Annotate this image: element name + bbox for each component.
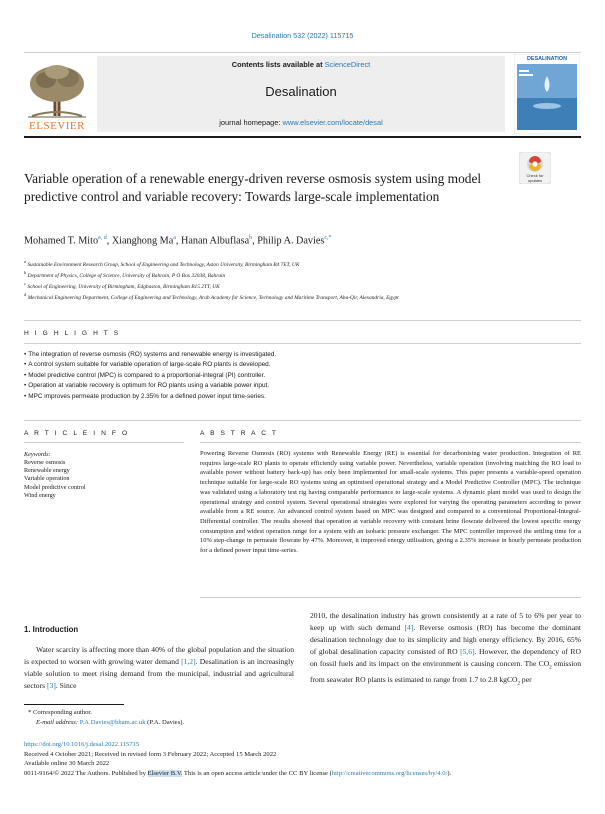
highlights-list [24,350,581,402]
license-text: This is an open access article under the CC BY license ( [182,770,332,778]
section-divider [24,420,581,421]
section-heading-introduction: 1. Introduction [24,625,79,634]
section-divider [24,343,581,344]
doi-link[interactable]: https://doi.org/10.1016/j.desal.2022.115715 [24,741,140,748]
affiliation-item [24,280,580,291]
contents-prefix: Contents lists available at [231,60,325,69]
highlight-item: • The integration of reverse osmosis (RO) systems and renewable energy is investigated. [24,350,581,360]
cover-title: DESALINATION [526,56,568,62]
affiliation-text: Sustainable Environment Research Group, School of Engineering and Technology, Aston University, Birmingham B4 7ET, UK [27,261,300,268]
affiliation-item [24,269,580,280]
affiliation-list [24,258,580,302]
highlight-item: • MPC improves permeate production by 2.35% for a defined power input time-series. [24,392,581,402]
text-run: 2010, the desalination industry has grown consistently at a rate of 5 to 6% per year to keep up with such demand [310,611,581,632]
reference-link[interactable]: [3] [47,680,56,690]
text-run: emission from seawater RO plants is estimated to range from 1.7 to 2.8 kgCO [310,658,582,685]
reference-link[interactable]: [5,6] [460,646,475,656]
keyword-item[interactable]: Model predictive control [24,483,86,491]
email-line [28,718,328,728]
section-divider [24,320,581,321]
text-run: Water scarcity is affecting more than 40% of the global population and the situation is expected to worsen with growing water demand [24,645,294,666]
available-online-date: Available online 30 March 2022 [24,760,110,768]
highlight-item: • Operation at variable recovery is optimum for RO plants using a variable power input. [24,381,581,391]
affiliation-text: Department of Physics, College of Science, University of Bahrain, P O Box 32038, Bahrain [27,272,226,279]
author-name[interactable]: Hanan Albuflasa [180,235,250,247]
keyword-item[interactable]: Renewable energy [24,467,70,475]
affiliation-item [24,291,580,302]
homepage-link[interactable]: www.elsevier.com/locate/desal [282,118,383,127]
section-divider [200,597,581,598]
crossmark-label: Check for updates [526,173,544,183]
keyword-item[interactable]: Wind energy [24,491,56,499]
highlights-heading: H I G H L I G H T S [24,330,121,337]
journal-cover-thumbnail[interactable] [514,54,580,134]
footnote-rule [24,704,124,705]
corresponding-author-note: * Corresponding author. [28,709,92,716]
author-list [24,235,564,246]
email-label: E-mail address: [36,719,80,726]
affiliation-key: d [24,292,27,297]
publisher-highlight: Elsevier B.V. [147,770,183,778]
body-text-left-column [24,644,294,692]
email-suffix: (P.A. Davies). [145,719,185,726]
affiliation-item [24,258,580,269]
author-affiliation-mark[interactable]: c,* [324,235,332,241]
elsevier-logo[interactable] [24,56,90,134]
text-run: per [520,675,532,685]
abstract-heading: A B S T R A C T [200,430,279,437]
check-for-updates-button[interactable] [519,152,551,184]
author-separator: , [252,235,258,247]
author-affiliation-mark[interactable]: a [173,235,176,241]
author-name[interactable]: Philip A. Davies [257,235,325,247]
body-text-right-column [310,610,581,690]
reference-link[interactable]: [4] [404,622,414,632]
affiliation-text: Mechanical Engineering Department, College of Engineering and Technology, Arab Academy for Science, Technology and Maritime Transport, Abu-Qir, Alexandria, Egypt [27,294,399,301]
affiliation-key: b [24,270,27,275]
highlight-item: • Model predictive control (MPC) is compared to a proportional-integral (PI) controller. [24,371,581,381]
cover-image [514,54,580,134]
affiliation-key: a [24,259,26,264]
publisher-name: ELSEVIER [29,120,85,132]
license-line [24,769,584,779]
affiliation-key: c [24,281,26,286]
section-divider [200,442,581,443]
author-affiliation-mark[interactable]: b [249,235,253,241]
text-run: . Reverse osmosis (RO) has become the dominant desalination technology due to its simplicity and high energy efficiency. By 2016, 65% of global desalination capacity consisted of RO [310,622,581,656]
license-text: ). [447,770,452,778]
license-text: 0011-9164/© 2022 The Authors. Published by [24,770,148,778]
journal-citation[interactable]: Desalination 532 (2022) 115715 [251,31,354,40]
homepage-prefix: journal homepage: [219,118,283,127]
text-run: . However, the dependency of RO on fossil fuels and its impact on the environment is causing concern. The CO [310,646,581,668]
subscript: 2 [549,665,552,671]
sciencedirect-link[interactable]: ScienceDirect [324,60,371,69]
text-run: . Since [55,680,77,690]
affiliation-text: School of Engineering, University of Birmingham, Edgbaston, Birmingham B15 2TT, UK [27,283,220,290]
author-separator: , [106,235,112,247]
journal-homepage [97,118,505,127]
author-affiliation-mark[interactable]: a, d [98,235,107,241]
author-separator: , [175,235,181,247]
highlight-item: • A control system suitable for variable operation of large-scale RO plants is developed. [24,360,581,370]
author-name[interactable]: Mohamed T. Mito [24,235,99,247]
contents-line [97,60,505,69]
subscript: 2 [517,681,521,687]
keywords-list [24,459,184,500]
publication-info [24,740,584,779]
article-info-heading: A R T I C L E I N F O [24,430,130,437]
article-title: Variable operation of a renewable energy-driven reverse osmosis system using model predictive control and variable recovery: Towards large-scale implementation [24,171,482,204]
keyword-item[interactable]: Variable operation [24,475,70,483]
license-url-link[interactable]: http://creativecommons.org/licenses/by/4.0/ [331,770,448,778]
keywords-label: Keywords: [24,451,51,458]
journal-name: Desalination [265,84,337,99]
email-link[interactable]: P.A.Davies@bham.ac.uk [79,719,146,726]
keyword-item[interactable]: Reverse osmosis [24,459,66,466]
received-dates: Received 4 October 2021; Received in revised form 3 February 2022; Accepted 15 March 2022 [24,750,277,758]
footnote [28,708,328,728]
abstract-text: Powering Reverse Osmosis (RO) systems with Renewable Energy (RE) is essential for decarbonising water production. Integration of RE requires large-scale RO plants to operate efficiently using variable power. Nevertheless, variable operation (involving matching the RO load to available power without battery back-up) has only been implemented for small-scale systems. This paper presents a variable-speed operation technique suitable for large-scale RO systems using an optimised operational strategy and a Model Predictive Controller (MPC). The technique was validated using a laboratory test rig having comparable performance to large-scale systems. A dynamic plant model was used to design the operational strategy and control system. Several operational strategies were explored for varying the operating parameters according to power available from a RE source. An advanced control system based on MPC was designed and compared to a conventional Proportional-Integral-Differential controller. The results showed that operation at variable recovery with constant brine flowrate delivered the lowest specific energy consumption and widest operation range for a system with an isobaric pressure exchanger. The MPC controller improved the settling time for a 10% step-change in permeate flowrate by 47%. Moreover, it improved energy utilisation, giving a 2.35% increase in hourly permeate production for a defined power input time-series. [200,450,581,555]
text-run: . Desalination is an increasingly viable solution to meet rising demand from the municipal, industrial and agricultural sectors [24,656,294,690]
reference-link[interactable]: [1,2] [181,656,196,666]
section-divider [24,442,184,443]
author-name[interactable]: Xianghong Ma [111,235,174,247]
